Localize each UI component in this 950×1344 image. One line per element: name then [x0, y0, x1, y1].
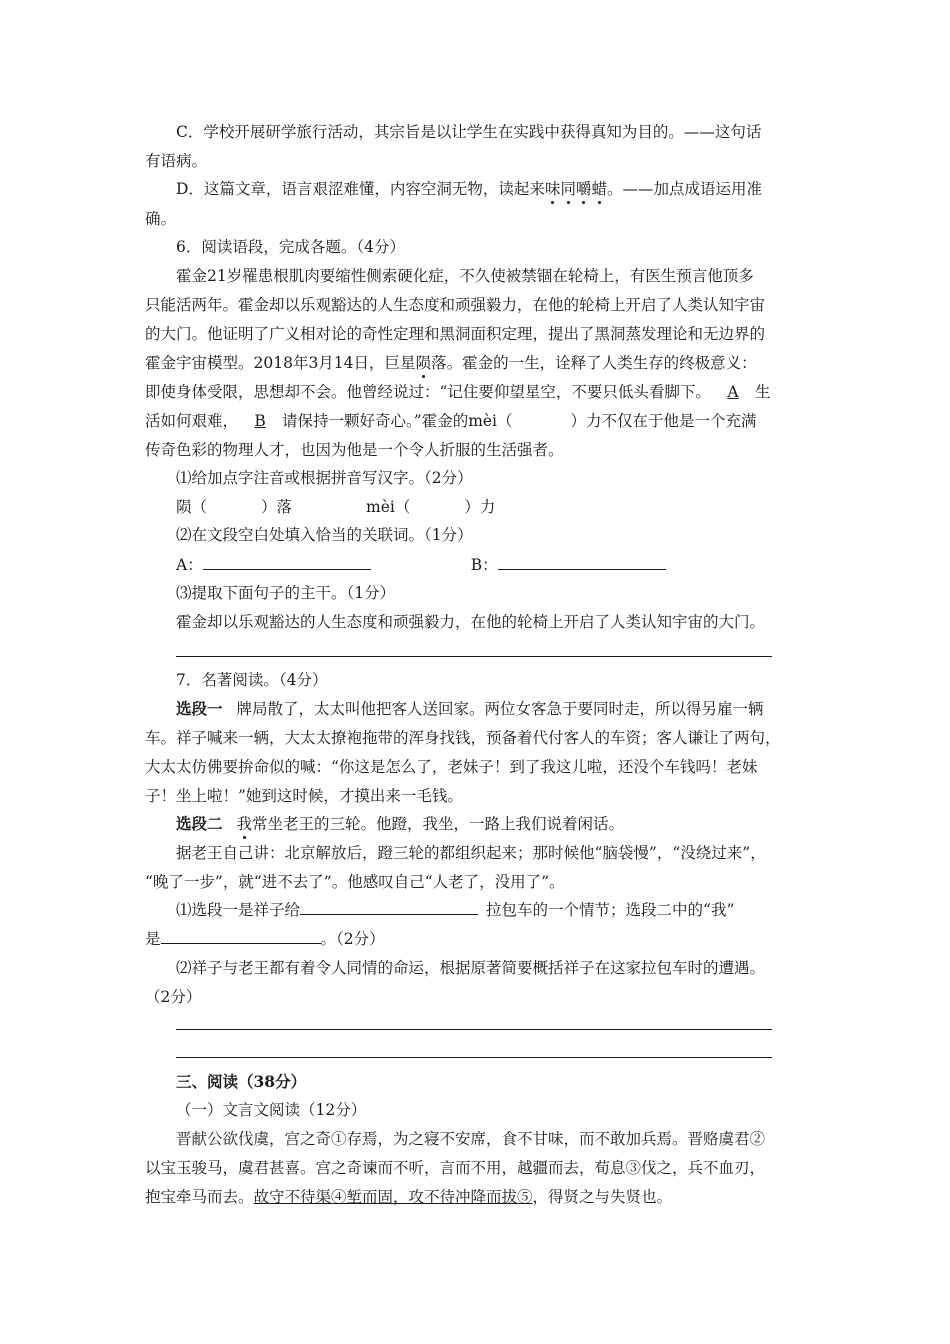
q6-para-line: 只能活两年。霍金却以乐观豁达的人生态度和顽强毅力，在他的轮椅上开启了人类认知宇宙	[145, 296, 766, 314]
item-c-line1: C．学校开展研学旅行活动，其宗旨是以让学生在实践中获得真知为目的。——这句话	[176, 123, 762, 141]
dotted-char: 味	[544, 180, 561, 198]
q7-sel1-label: 选段一	[176, 699, 223, 718]
q6-p6-pre: 活如何艰难，	[145, 412, 239, 430]
q6-sub1-b-end: ）力	[464, 498, 496, 516]
answer-blank[interactable]	[161, 929, 321, 944]
q7-sub1-pre: ⑴选段一是祥子给	[176, 901, 301, 919]
q7-sub1-mid: 拉包车的一个情节；选段二中的“我”	[486, 901, 735, 919]
dotted-char: 我	[236, 815, 253, 833]
q7-sub1-line	[176, 900, 734, 920]
dotted-char: 蜡	[591, 180, 607, 198]
q6-p6-post: ）力不仅在于他是一个充满	[570, 412, 757, 430]
q6-sub2-answers	[176, 555, 666, 575]
q7-sub1-line2	[145, 929, 385, 949]
q6-sub1-b: mèi（	[366, 498, 411, 516]
q6-sub3-sentence: 霍金却以乐观豁达的人生态度和顽强毅力，在他的轮椅上开启了人类认知宇宙的大门。	[176, 613, 766, 631]
q6-para-line	[145, 353, 757, 373]
q6-p4-pre: 霍金宇宙模型。2018年3月14日，巨星	[145, 354, 416, 372]
q7-sub2-line2: （2分）	[145, 988, 202, 1006]
answer-line[interactable]	[176, 656, 772, 657]
answer-blank[interactable]	[300, 900, 478, 915]
item-d-line1	[176, 179, 762, 199]
q6-para-line: 的大门。他证明了广义相对论的奇性定理和黑洞面积定理，提出了黑洞蒸发理论和无边界的	[145, 325, 766, 343]
classical-l3-pre: 抱宝牵马而去。	[145, 1188, 254, 1206]
q7-sub2-line: ⑵祥子与老王都有着令人同情的命运，根据原著简要概括祥子在这家拉包车时的遭遇。	[176, 959, 766, 977]
item-d-text-pre: D．这篇文章，语言艰涩难懂，内容空洞无物，读起来	[176, 180, 545, 198]
q6-sub1-a: 陨（	[176, 498, 208, 516]
q6-sub2-a: A：	[176, 556, 203, 574]
answer-line[interactable]	[176, 1029, 772, 1030]
q6-p6-mid: 请保持一颗好奇心。”霍金的mèi（	[282, 412, 513, 430]
q6-title: 6．阅读语段，完成各题。（4分）	[176, 238, 405, 256]
dotted-char: 同	[560, 180, 576, 198]
answer-line[interactable]	[176, 1057, 772, 1058]
q7-title: 7．名著阅读。（4分）	[176, 671, 328, 689]
q7-sub1-l2-post: 。（2分）	[320, 930, 385, 948]
item-d-text-post: 。——加点成语运用准	[607, 180, 763, 198]
section-3-subtitle: （一）文言文阅读（12分）	[176, 1101, 367, 1119]
dotted-char: 陨	[415, 354, 432, 372]
q7-sel1-line: 车。祥子喊来一辆，大太太撩袍拖带的浑身找钱，预备着代付客人的车资；客人谦让了两句，	[145, 729, 781, 747]
q7-sel2-label: 选段二	[176, 814, 223, 833]
q6-p4-post: 落。霍金的一生，诠释了人类生存的终极意义：	[431, 354, 757, 372]
q7-sub1-l2-pre: 是	[145, 930, 161, 948]
q7-sel2-line: “晚了一步”，就“进不去了”。他感叹自己“人老了，没用了”。	[145, 873, 565, 891]
classical-text-line	[145, 1187, 672, 1207]
q6-sub1-answers	[176, 497, 495, 517]
item-d-line2: 确。	[145, 210, 177, 228]
q7-sel2-line	[176, 814, 624, 834]
q6-sub1-a-end: ）落	[261, 498, 293, 516]
q6-sub3: ⑶提取下面句子的主干。（1分）	[176, 584, 396, 602]
q7-sel2-line: 据老王自己讲：北京解放后，蹬三轮的都组织起来；那时候他“脑袋慢”，“没绕过来”，	[176, 844, 766, 862]
q6-para-line	[145, 382, 770, 402]
section-3-title: 三、阅读（38分）	[176, 1072, 307, 1091]
classical-text-line: 以宝玉骏马，虞君甚喜。宫之奇谏而不听，言而不用，越疆而去，荀息③伐之，兵不血刃，	[145, 1159, 766, 1177]
q6-para-line: 传奇色彩的物理人才，也因为他是一个令人折服的生活强者。	[145, 441, 564, 459]
q7-sel1-line: 子！坐上啦！”她到这时候，才摸出来一毛钱。	[145, 787, 463, 805]
item-c-line2: 有语病。	[145, 152, 208, 170]
q7-sel1-text: 牌局散了，太太叫他把客人送回家。两位女客急于要同时走，所以得另雇一辆	[236, 700, 764, 718]
blank-a: A	[727, 383, 739, 401]
answer-blank-a[interactable]	[203, 555, 371, 570]
q6-p5-pre: 即使身体受限，思想却不会。他曾经说过：“记住要仰望星空，不要只低头看脚下。	[145, 383, 711, 401]
q6-sub1: ⑴给加点字注音或根据拼音写汉字。（2分）	[176, 469, 473, 487]
q7-sel2-text: 常坐老王的三轮。他蹬，我坐，一路上我们说着闲话。	[252, 815, 625, 833]
q6-para-line: 霍金21岁罹患根肌肉要缩性侧索硬化症，不久使被禁锢在轮椅上，有医生预言他顶多	[176, 267, 754, 285]
q7-sel1-line	[176, 699, 764, 719]
classical-l3-post: ，得贤之与失贤也。	[532, 1188, 673, 1206]
q6-sub2: ⑵在文段空白处填入恰当的关联词。（1分）	[176, 526, 473, 544]
classical-text-line: 晋献公欲伐虞，宫之奇①存焉，为之寝不安席，食不甘味，而不敢加兵焉。晋赂虞君②	[176, 1130, 766, 1148]
q6-para-line	[145, 411, 757, 431]
dotted-char: 嚼	[575, 180, 592, 198]
q6-p5-post: 生	[754, 383, 771, 401]
q7-sel1-line: 大太太仿佛要拚命似的喊：“你这是怎么了，老妹子！到了我这儿啦，还没个车钱吗！老妹	[145, 758, 758, 776]
blank-b: B	[254, 412, 266, 430]
q6-sub2-b: B：	[470, 556, 498, 574]
answer-blank-b[interactable]	[498, 555, 666, 570]
underlined-sentence: 故守不待渠④堑而固，攻不待冲降而拔⑤	[253, 1188, 533, 1206]
